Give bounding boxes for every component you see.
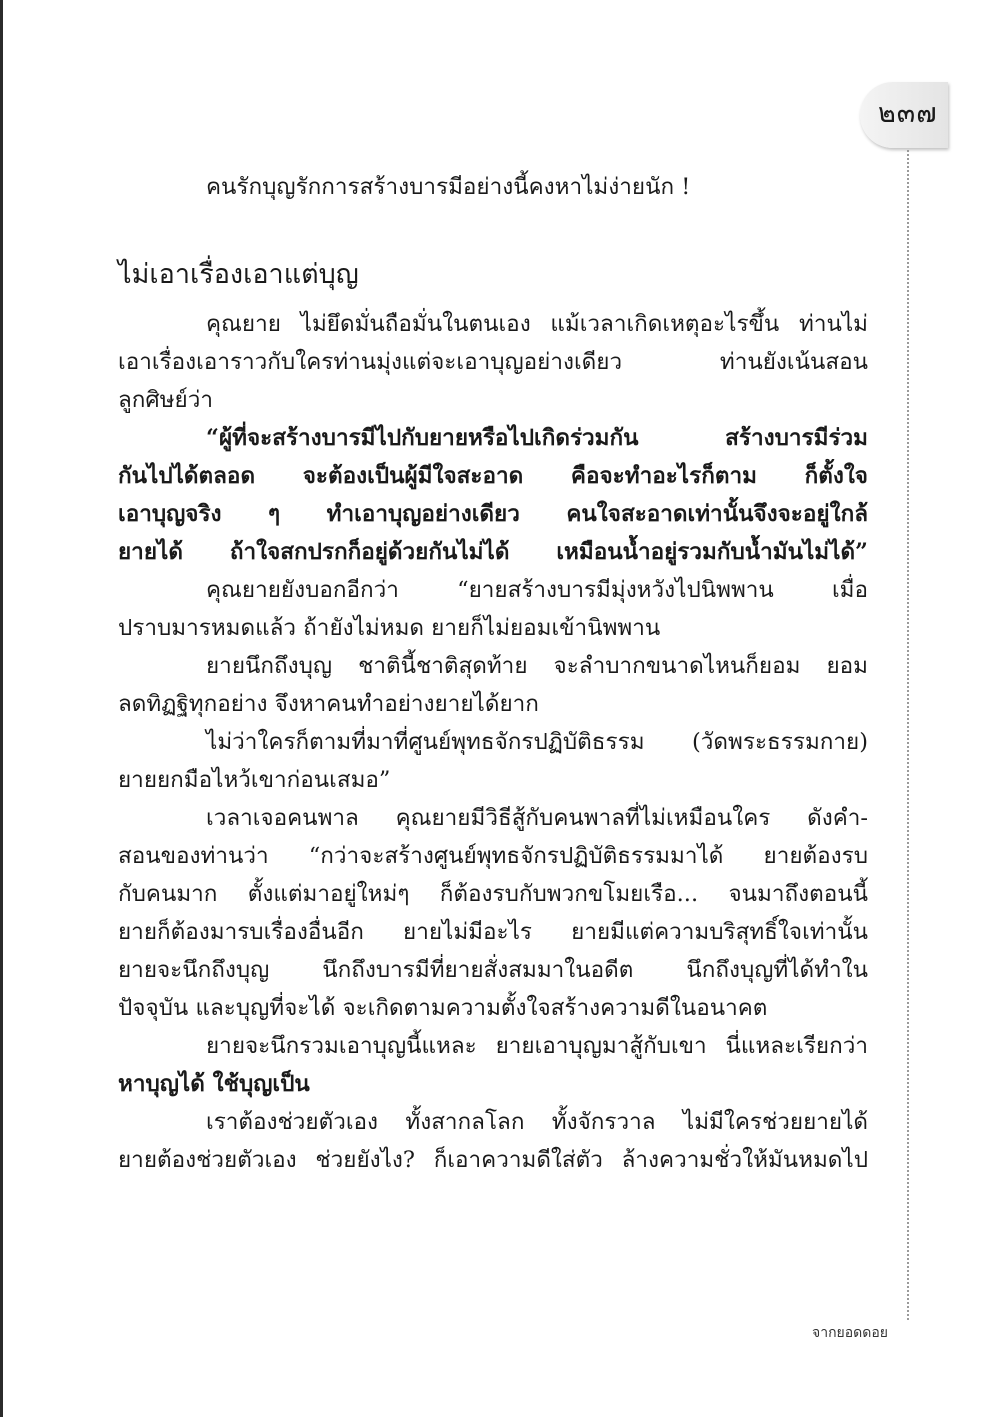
text-line: เอาเรื่องเอาราวกับใครท่านมุ่งแต่จะเอาบุญอย่างเดียว ท่านยังเน้นสอน [118, 349, 868, 375]
text-line: ยายก็ต้องมารบเรื่องอื่นอีก ยายไม่มีอะไร ยายมีแต่ความบริสุทธิ์ใจเท่านั้น [118, 919, 868, 945]
main-text [118, 305, 868, 1179]
quote-line: เอาบุญจริง ๆ ทำเอาบุญอย่างเดียว คนใจสะอาดเท่านั้นจึงจะอยู่ใกล้ [118, 501, 868, 527]
text-line: ยายนึกถึงบุญ ชาตินี้ชาติสุดท้าย จะลำบากขนาดไหนก็ยอม ยอม [206, 653, 868, 679]
text-line: คุณยาย ไม่ยึดมั่นถือมั่นในตนเอง แม้เวลาเกิดเหตุอะไรขึ้น ท่านไม่ [206, 311, 868, 337]
intro-paragraph [118, 168, 868, 206]
text-line: เราต้องช่วยตัวเอง ทั้งสากลโลก ทั้งจักรวาล ไม่มีใครช่วยยายได้ [206, 1109, 868, 1135]
quote-line: “ผู้ที่จะสร้างบารมีไปกับยายหรือไปเกิดร่วมกัน สร้างบารมีร่วม [206, 425, 868, 451]
text-line: ลดทิฏฐิทุกอย่าง จึงหาคนทำอย่างยายได้ยาก [118, 691, 539, 717]
emphasis-line: หาบุญได้ ใช้บุญเป็น [118, 1071, 310, 1097]
page-number: ๒๓๗ [878, 98, 938, 129]
text-line: ยายจะนึกรวมเอาบุญนี้แหละ ยายเอาบุญมาสู้กับเขา นี่แหละเรียกว่า [206, 1033, 868, 1059]
quote-line: ยายได้ ถ้าใจสกปรกก็อยู่ด้วยกันไม่ได้ เหมือนน้ำอยู่รวมกับน้ำมันไม่ได้” [118, 539, 868, 565]
margin-dotted-rule [907, 150, 909, 1320]
page-left-border [0, 0, 3, 1417]
quote-line: กันไปได้ตลอด จะต้องเป็นผู้มีใจสะอาด คือจะทำอะไรก็ตาม ก็ตั้งใจ [118, 463, 868, 489]
text-line: ยายยกมือไหว้เขาก่อนเสมอ” [118, 767, 391, 793]
section-heading: ไม่เอาเรื่องเอาแต่บุญ [118, 259, 359, 290]
book-title-footer: จากยอดดอย [812, 1325, 888, 1341]
text-line: ยายต้องช่วยตัวเอง ช่วยยังไง? ก็เอาความดีใส่ตัว ล้างความชั่วให้มันหมดไป [118, 1147, 868, 1173]
text-line: ยายจะนึกถึงบุญ นึกถึงบารมีที่ยายสั่งสมมาในอดีต นึกถึงบุญที่ได้ทำใน [118, 957, 868, 983]
text-line: คุณยายยังบอกอีกว่า “ยายสร้างบารมีมุ่งหวังไปนิพพาน เมื่อ [206, 577, 868, 603]
text-line: สอนของท่านว่า “กว่าจะสร้างศูนย์พุทธจักรปฏิบัติธรรมมาได้ ยายต้องรบ [118, 843, 868, 869]
text-line: กับคนมาก ตั้งแต่มาอยู่ใหม่ๆ ก็ต้องรบกับพวกขโมยเรือ... จนมาถึงตอนนี้ [118, 881, 868, 907]
text-line: ไม่ว่าใครก็ตามที่มาที่ศูนย์พุทธจักรปฏิบัติธรรม (วัดพระธรรมกาย) [206, 729, 868, 755]
text-line: ลูกศิษย์ว่า [118, 387, 213, 413]
text-line: ปราบมารหมดแล้ว ถ้ายังไม่หมด ยายก็ไม่ยอมเข้านิพพาน [118, 615, 661, 641]
text-line: ปัจจุบัน และบุญที่จะได้ จะเกิดตามความตั้งใจสร้างความดีในอนาคต [118, 995, 768, 1021]
text-line: เวลาเจอคนพาล คุณยายมีวิธีสู้กับคนพาลที่ไม่เหมือนใคร ดังคำ- [206, 805, 868, 831]
intro-line: คนรักบุญรักการสร้างบารมีอย่างนี้คงหาไม่ง่ายนัก ! [206, 174, 691, 200]
